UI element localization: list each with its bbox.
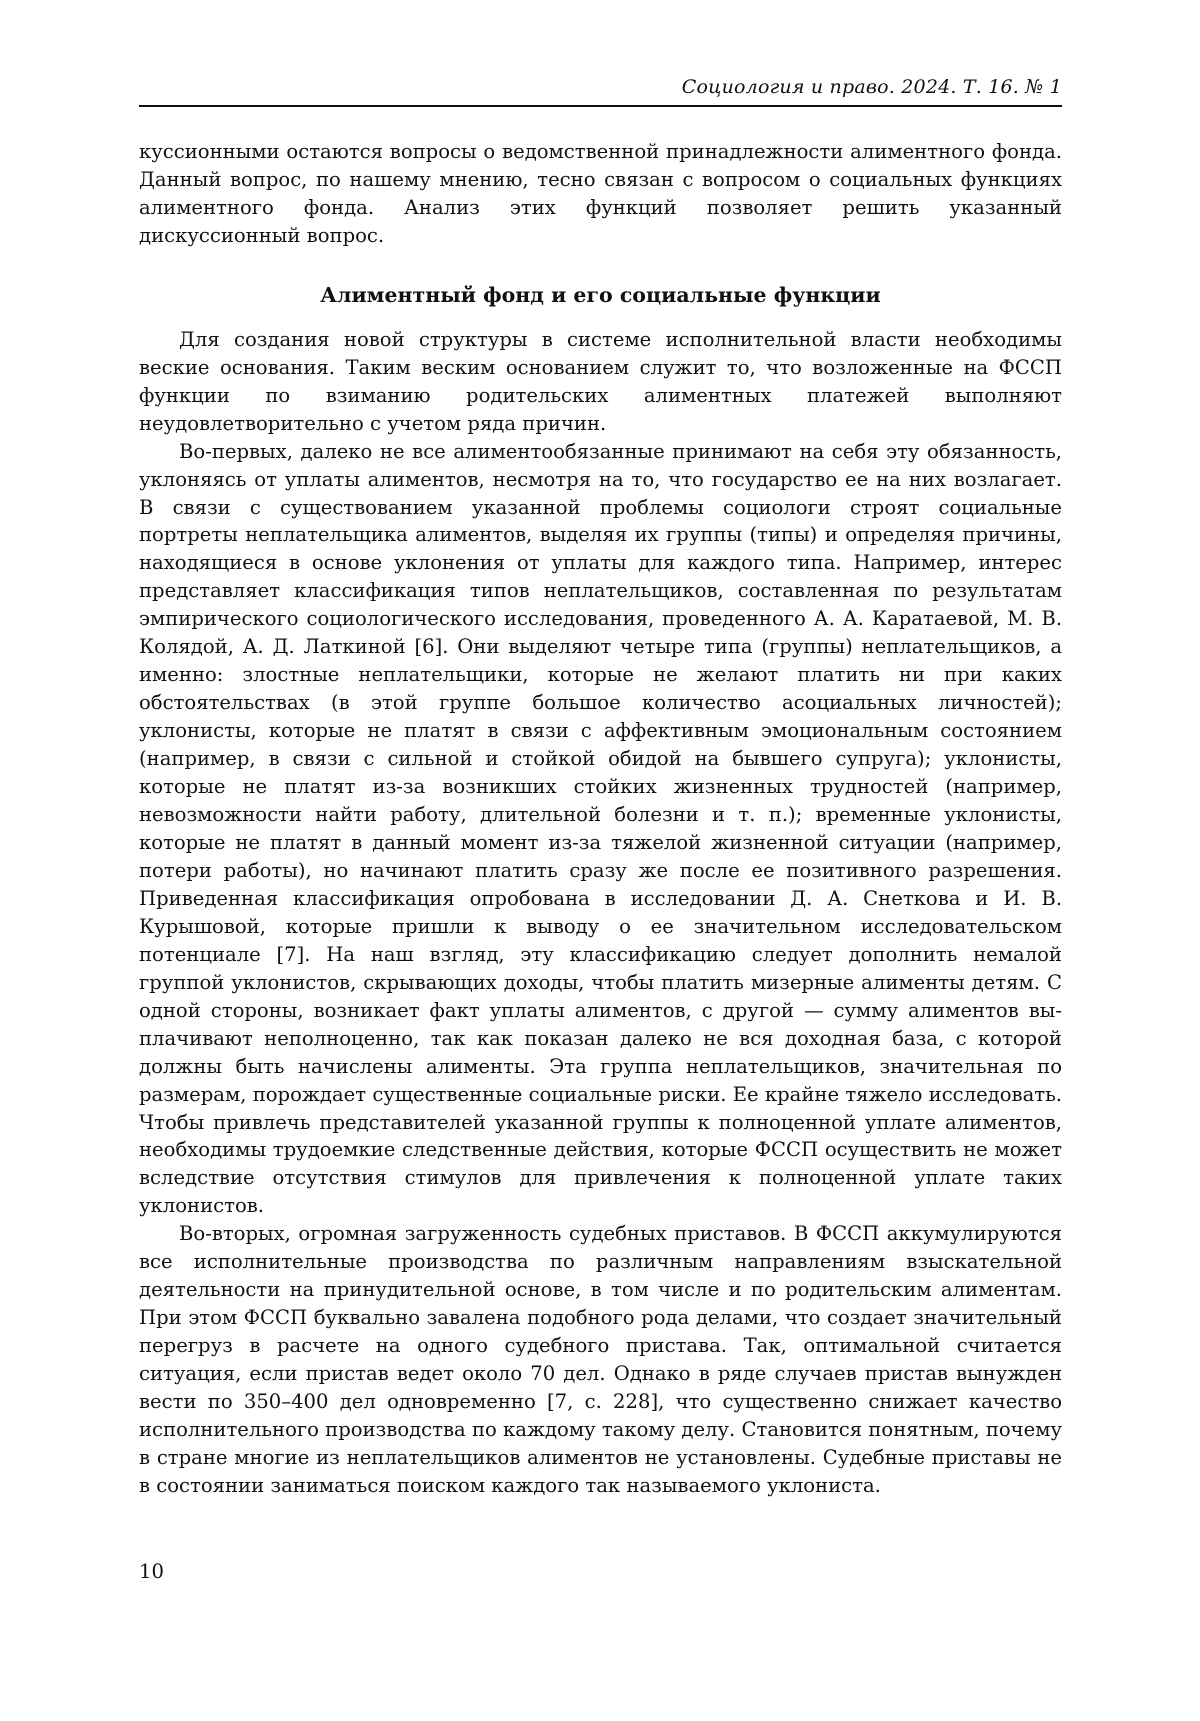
journal-page [139,0,1062,1721]
running-header: Социология и право. 2024. Т. 16. № 1 [682,76,1062,98]
body-paragraph-1: Для создания новой структуры в системе исполнительной власти необходимы веские основания. Таким веским основанием служит то, что возложенные на ФССП функции по взиманию родительских алиментных платежей выполняют неудовлетворительно с учетом ряда причин. [139,326,1062,438]
header-rule [139,105,1062,107]
article-body [139,138,1062,1500]
intro-paragraph: куссионными остаются вопросы о ведомственной принадлежности алиментного фонда. Данный вопрос, по нашему мнению, тесно связан с вопросом о социальных функциях алиментного фонда. Анализ этих функций позволяет решить указанный дискуссионный вопрос. [139,138,1062,250]
body-paragraph-2: Во-первых, далеко не все алиментообязанные принимают на себя эту обязан­ность, уклоняясь от уплаты алиментов, несмотря на то, что государство ее на них возлагает. В связи с существованием указанной проблемы социологи строят социальные портреты неплательщика алиментов, выделяя их группы (типы) и определяя причины, находящиеся в основе уклонения от уплаты для каждого типа. Например, интерес представляет классификация типов неплательщиков, составленная по результатам эмпирического социологического исследования, проведенного А. А. Каратаевой, М. В. Колядой, А. Д. Латкиной [6]. Они выде­ляют четыре типа (группы) неплательщиков, а именно: злостные неплательщики, которые не желают платить ни при каких обстоятельствах (в этой группе большое количество асоциальных личностей); уклонисты, которые не платят в связи с аффективным эмоциональным состоянием (например, в связи с сильной и стой­кой обидой на бывшего супруга); уклонисты, которые не платят из-за возникших стойких жизненных трудностей (например, невозможности найти работу, дли­тельной болезни и т. п.); временные уклонисты, которые не платят в данный момент из-за тяжелой жизненной ситуации (например, потери работы), но на­чинают платить сразу же после ее позитивного разрешения. Приведенная клас­сификация опробована в исследовании Д. А. Снеткова и И. В. Курышовой, ко­торые пришли к выводу о ее значительном исследовательском потенциале [7]. На наш взгляд, эту классификацию следует дополнить немалой группой уклони­стов, скрывающих доходы, чтобы платить мизерные алименты детям. С одной стороны, возникает факт уплаты алиментов, с другой — сумму алиментов вы­плачивают неполноценно, так как показан далеко не вся доходная база, с которой должны быть начислены алименты. Эта группа неплательщиков, значительная по размерам, порождает существенные социальные риски. Ее крайне тяжело ис­следовать. Чтобы привлечь представителей указанной группы к полноценной уплате алиментов, необходимы трудоемкие следственные действия, которые ФССП осуществить не может вследствие отсутствия стимулов для привлечения к полно­ценной уплате таких уклонистов. [139,438,1062,1221]
body-paragraph-3: Во-вторых, огромная загруженность судебных приставов. В ФССП аккумули­руются все исполнительные производства по различным направлениям взыска­тельной деятельности на принудительной основе, в том числе и по родительским алиментам. При этом ФССП буквально завалена подобного рода делами, что создает значительный перегруз в расчете на одного судебного пристава. Так, оптимальной считается ситуация, если пристав ведет около 70 дел. Однако в ряде случаев пристав вынужден вести по 350–400 дел одновременно [7, с. 228], что существенно снижает качество исполнительного производства по каждому такому делу. Становится понятным, почему в стране многие из неплательщиков алиментов не установлены. Судебные приставы не в состоянии заниматься поис­ком каждого так называемого уклониста. [139,1220,1062,1500]
section-title: Алиментный фонд и его социальные функции [139,281,1062,309]
page-number: 10 [139,1560,164,1583]
